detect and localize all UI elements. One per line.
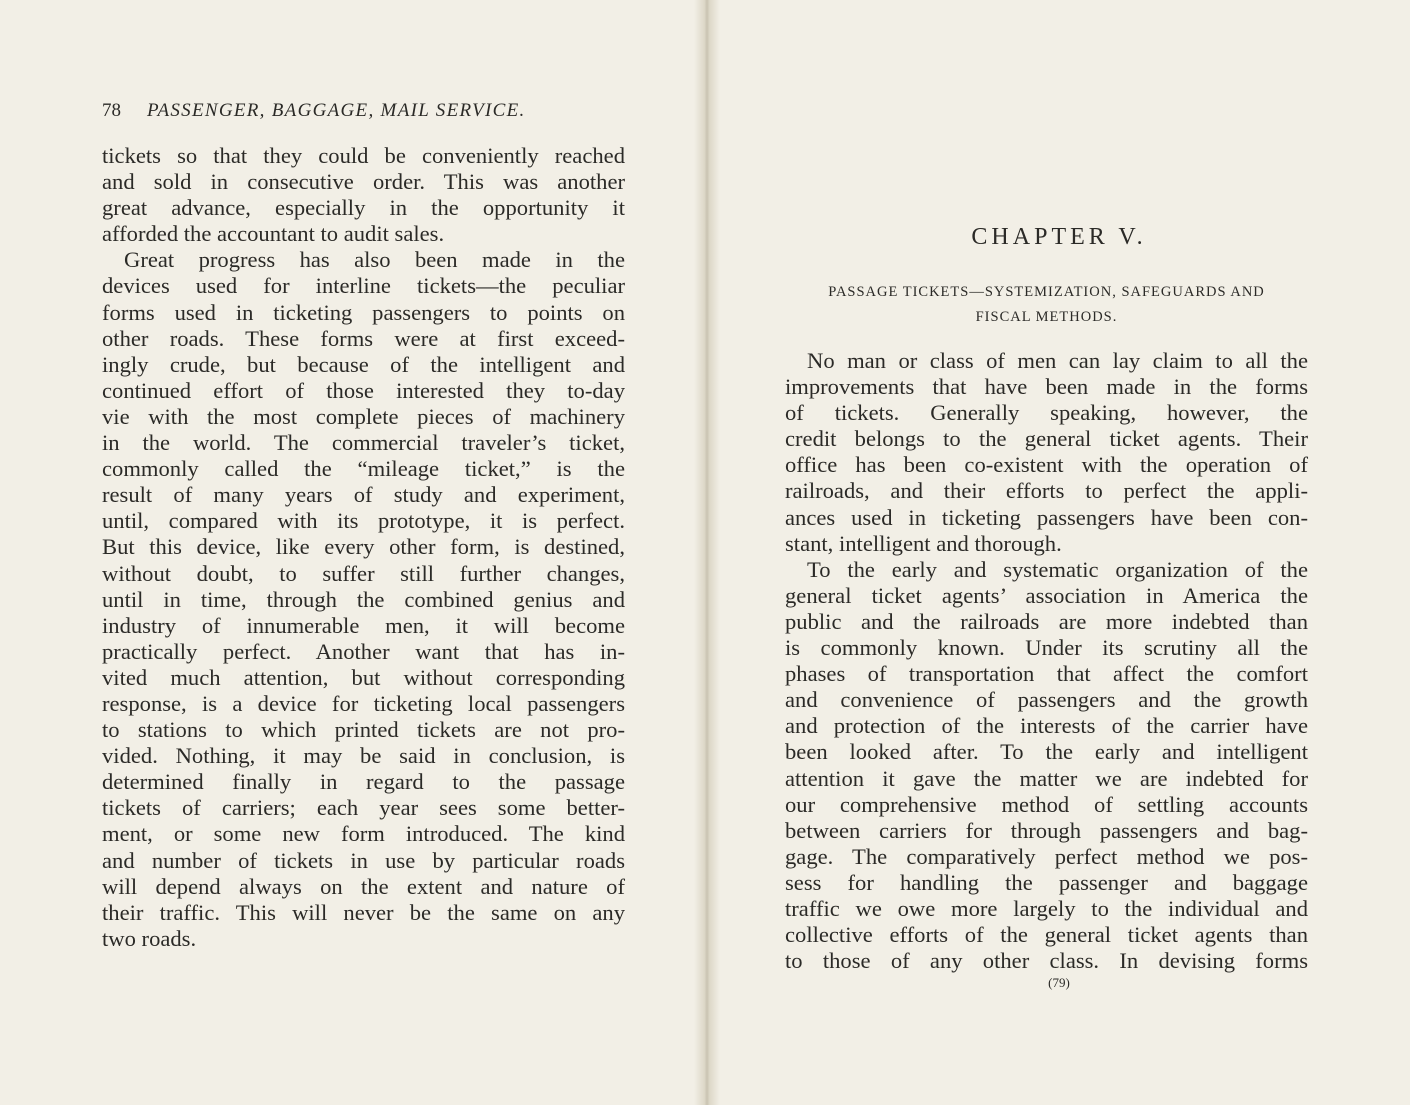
text-line: attention it gave the matter we are indebted for <box>785 765 1308 791</box>
text-line: sess for handling the passenger and baggage <box>785 869 1308 895</box>
text-line: ment, or some new form introduced. The kind <box>102 821 625 847</box>
page-number: 78 <box>102 100 121 121</box>
folio-page-number: (79) <box>1048 975 1070 990</box>
text-line: of tickets. Generally speaking, however, the <box>785 400 1308 426</box>
chapter-title: CHAPTER V. <box>971 224 1147 250</box>
text-line: stant, intelligent and thorough. <box>785 530 1062 556</box>
text-line: continued effort of those interested they to-day <box>102 377 625 403</box>
text-line: But this device, like every other form, is destined, <box>102 534 625 560</box>
text-line: ingly crude, but because of the intelligent and <box>102 351 625 377</box>
text-line: is commonly known. Under its scrutiny all the <box>785 635 1308 661</box>
text-line: practically perfect. Another want that has in- <box>102 638 625 664</box>
text-line: ances used in ticketing passengers have been con- <box>785 504 1308 530</box>
text-line: traffic we owe more largely to the individual and <box>785 895 1308 921</box>
chapter-subtitle-line: FISCAL METHODS. <box>975 309 1118 325</box>
text-line: office has been co-existent with the operation of <box>785 452 1308 478</box>
left-body-text <box>102 143 625 952</box>
text-line: until, compared with its prototype, it is perfect. <box>102 508 625 534</box>
text-line: tickets so that they could be conveniently reached <box>102 143 625 168</box>
text-line: improvements that have been made in the forms <box>785 374 1308 400</box>
text-line: Great progress has also been made in the <box>124 247 625 273</box>
text-line: and protection of the interests of the carrier have <box>785 713 1308 739</box>
text-line: in the world. The commercial traveler’s ticket, <box>102 430 625 456</box>
text-line: response, is a device for ticketing local passengers <box>102 690 625 716</box>
text-line: our comprehensive method of settling accounts <box>785 791 1308 817</box>
text-line: No man or class of men can lay claim to all the <box>807 348 1308 373</box>
text-line: two roads. <box>102 925 197 951</box>
text-line: vited much attention, but without corresponding <box>102 664 625 690</box>
text-line: vided. Nothing, it may be said in conclusion, is <box>102 743 625 769</box>
text-line: between carriers for through passengers and bag- <box>785 817 1308 843</box>
text-line: and number of tickets in use by particular roads <box>102 847 625 873</box>
text-line: public and the railroads are more indebted than <box>785 608 1308 634</box>
text-line: to stations to which printed tickets are not pro- <box>102 717 625 743</box>
running-head <box>102 99 632 123</box>
text-line: and sold in consecutive order. This was another <box>102 169 625 195</box>
text-line: industry of innumerable men, it will become <box>102 612 625 638</box>
text-line: until in time, through the combined genius and <box>102 586 625 612</box>
text-line: and convenience of passengers and the growth <box>785 687 1308 713</box>
text-line: result of many years of study and experiment, <box>102 482 625 508</box>
text-line: tickets of carriers; each year sees some better- <box>102 795 625 821</box>
running-title: PASSENGER, BAGGAGE, MAIL SERVICE. <box>147 100 526 121</box>
text-line: without doubt, to suffer still further changes, <box>102 560 625 586</box>
chapter-subtitle-line: PASSAGE TICKETS—SYSTEMIZATION, SAFEGUARDS AND <box>828 284 1265 300</box>
text-line: determined finally in regard to the passage <box>102 769 625 795</box>
text-line: vie with the most complete pieces of machinery <box>102 403 625 429</box>
text-line: credit belongs to the general ticket agents. Their <box>785 426 1308 452</box>
text-line: afforded the accountant to audit sales. <box>102 221 445 247</box>
text-line: great advance, especially in the opportunity it <box>102 195 625 221</box>
chapter-subtitle <box>785 280 1308 330</box>
book-gutter <box>694 0 720 1105</box>
text-line: phases of transportation that affect the comfort <box>785 661 1308 687</box>
text-line: collective efforts of the general ticket agents than <box>785 922 1308 948</box>
text-line: been looked after. To the early and intelligent <box>785 739 1308 765</box>
text-line: general ticket agents’ association in America the <box>785 582 1308 608</box>
text-line: will depend always on the extent and nature of <box>102 873 625 899</box>
right-body-text <box>785 348 1308 974</box>
text-line: their traffic. This will never be the same on any <box>102 899 625 925</box>
text-line: gage. The comparatively perfect method we pos- <box>785 843 1308 869</box>
text-line: devices used for interline tickets—the peculiar <box>102 273 625 299</box>
text-line: other roads. These forms were at first exceed- <box>102 325 625 351</box>
text-line: forms used in ticketing passengers to points on <box>102 299 625 325</box>
text-line: To the early and systematic organization of the <box>807 556 1308 582</box>
text-line: commonly called the “mileage ticket,” is the <box>102 456 625 482</box>
text-line: to those of any other class. In devising forms <box>785 948 1308 974</box>
text-line: railroads, and their efforts to perfect the appli- <box>785 478 1308 504</box>
